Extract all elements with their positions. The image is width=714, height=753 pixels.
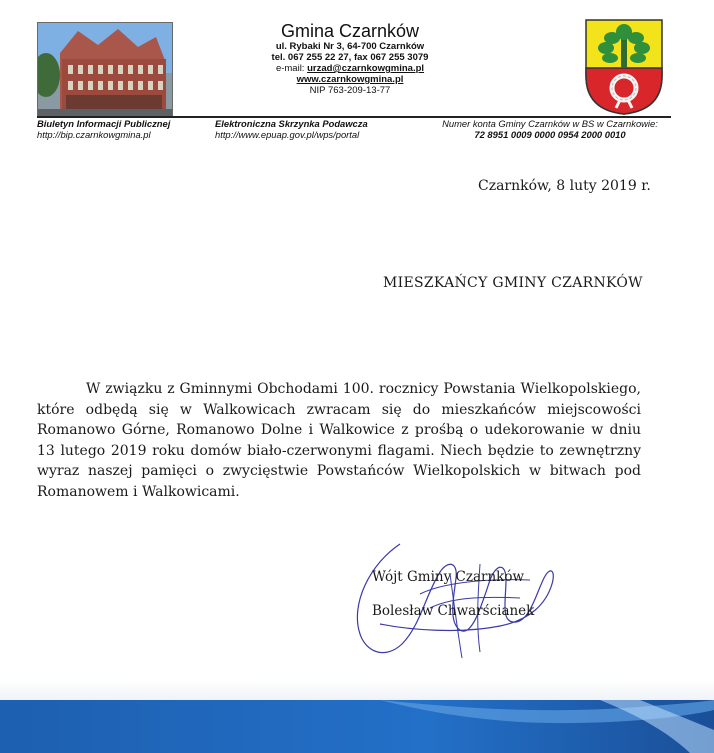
bip-title: Biuletyn Informacji Publicznej [37,118,171,129]
town-hall-photo [37,22,173,118]
bank-account-block [425,118,675,140]
bip-url[interactable]: http://bip.czarnkowgmina.pl [37,129,151,140]
body-paragraph: W związku z Gminnymi Obchodami 100. rocznicy Powstania Wielkopolskiego, które odbędą się w Walkowicach zwracam się do mieszkańców miejscowości Romanowo Górne, Romanowo Dolne i Walkowice z prośbą o udekorowanie w dniu 13 lutego 2019 roku domów biało-czerwonymi flagami. Niech będzie to zewnętrzny wyraz naszej pamięci o zwycięstwie Powstańców Wielkopolskich w bitwach pod Romanowem i Walkowicami. [37,381,641,500]
website-line [200,74,500,85]
letter-addressee: MIESZKAŃCY GMINY CZARNKÓW [383,275,643,291]
signature-name: Bolesław Chwarścianek [372,603,535,619]
coat-of-arms-icon [584,18,664,116]
signature-title: Wójt Gminy Czarnków [372,569,525,585]
email-link[interactable]: urzad@czarnkowgmina.pl [307,63,425,74]
epuap-block [215,118,368,140]
letter-date: Czarnków, 8 luty 2019 r. [478,178,651,194]
phone-line: tel. 067 255 22 27, fax 067 255 3079 [271,52,429,63]
bip-block [37,118,170,140]
bank-account-label: Numer konta Gminy Czarnków w BS w Czarnkowie: [442,118,658,129]
letter-body [37,379,641,503]
email-label: e-mail: [275,63,308,74]
bank-account-number: 72 8951 0009 0000 0954 2000 0010 [474,129,626,140]
website-link[interactable]: www.czarnkowgmina.pl [296,74,404,85]
municipality-title: Gmina Czarnków [280,21,420,41]
nip-line: NIP 763-209-13-77 [309,85,391,96]
epuap-title: Elektroniczna Skrzynka Podawcza [215,118,368,129]
header-block [200,21,500,96]
email-line [200,63,500,74]
footer-fade [0,680,714,702]
handwritten-signature [330,534,560,664]
footer-banner [0,700,714,753]
address-line: ul. Rybaki Nr 3, 64-700 Czarnków [275,41,425,52]
epuap-url[interactable]: http://www.epuap.gov.pl/wps/portal [215,129,360,140]
